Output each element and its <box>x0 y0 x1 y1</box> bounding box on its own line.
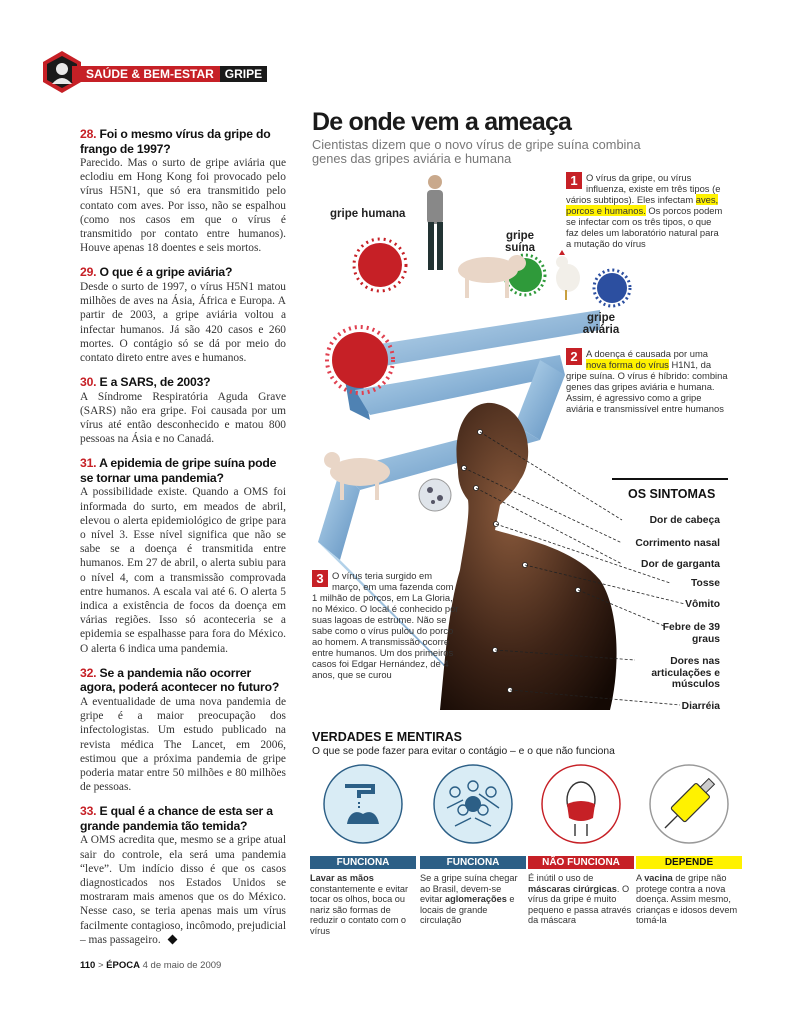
highlight-text: nova forma do vírus <box>586 359 669 370</box>
status-badge: FUNCIONA <box>310 856 416 869</box>
section-name: SAÚDE & BEM-ESTAR <box>86 67 214 81</box>
question-number: 33. <box>80 804 97 819</box>
symptom-item: Tosse <box>691 578 720 589</box>
answer-text: A possibilidade existe. Quando a OMS foi informada do surto, em meados de abril, elevou o alerta epidemiológico de gripe para o nível 3. Esse nível significa que não se sabe se a doença é transmitida entre humanos. Em 27 de abril, o alerta subiu para o nível 4, com a transmissão comprovada entre humanos. A escala vai até 6. O alerta 5 indica a existência de focos da doença em várias regiões. Isso só aconteceria se a epidemia se espalhasse para fora do México. O alerta 6 indica uma pandemia. <box>80 486 286 655</box>
question-number: 31. <box>80 456 97 471</box>
question-number: 32. <box>80 665 97 680</box>
symptom-item: Dor de cabeça <box>649 515 720 526</box>
tip-text: A vacina de gripe não protege contra a nova doença. Assim mesmo, crianças e idosos devem tomá-la <box>636 873 738 926</box>
symptom-item: Dor de garganta <box>641 559 720 570</box>
question-title: O que é a gripe aviária? <box>99 265 233 280</box>
question-number: 30. <box>80 375 97 390</box>
question-32 <box>80 666 286 794</box>
symptom-item: Dores nas articulações e músculos <box>651 656 720 690</box>
question-title: A epidemia de gripe suína pode se tornar uma pandemia? <box>80 456 277 485</box>
magazine-name: ÉPOCA <box>106 960 140 971</box>
symptoms-rule <box>612 478 728 480</box>
chicken-icon <box>556 250 580 300</box>
question-30 <box>80 375 286 446</box>
label-avian-flu: gripe aviária <box>582 312 620 336</box>
avian-virus-icon <box>597 273 627 303</box>
subsection-name: GRIPE <box>220 66 267 82</box>
tip-text: É inútil o uso de máscaras cirúrgicas. O vírus da gripe é muito pequeno e passa através da máscara <box>528 873 632 926</box>
question-title: E a SARS, de 2003? <box>99 375 211 390</box>
info-box-3: 3 O vírus teria surgido em março, em uma fazenda com 1 milhão de porcos, em La Gloria, no México. O local é conhecido por suas lagoas de estrume. Não se sabe como o vírus pulou do porco ao homem. A transmissão ocorre entre humanos. Um dos primeiros casos foi Edgar Hernández, de 4 anos, que se curou <box>312 570 459 680</box>
answer-text: A OMS acredita que, mesmo se a gripe atual sair do controle, ela será uma pandemia “leve”. Um indício disso é que os casos diagnosticados nos Estados Unidos se mostraram mais amenos que os do México. Nesse caso, se teria apenas mais um vírus facilmente contagioso, incômodo, prejudicial – mas passageiro. <box>80 834 286 946</box>
question-28 <box>80 127 286 255</box>
tip-panel-vaccine <box>636 764 742 926</box>
human-virus-icon <box>358 243 402 287</box>
question-number: 29. <box>80 265 97 280</box>
symptoms-title: OS SINTOMAS <box>628 487 716 501</box>
tip-text: Lavar as mãos constantemente e evitar tocar os olhos, boca ou nariz são formas de reduzir o contato com o vírus <box>310 873 409 936</box>
answer-text: Desde o surto de 1997, o vírus H5N1 matou milhões de aves na Ásia, África e Europa. A partir de 2003, a gripe aviária voltou a infectar humanos. Já são 420 casos e 260 mortes. O contágio só se dá por meio do contato direto entre aves e humanos. <box>80 280 286 364</box>
myths-subtitle: O que se pode fazer para evitar o contágio – e o que não funciona <box>312 746 615 757</box>
symptom-item: Corrimento nasal <box>635 538 720 549</box>
infographic-subtitle: Cientistas dizem que o novo vírus de gripe suína combina genes das gripes aviária e humana <box>312 137 641 166</box>
highlight-text: aves, porcos e humanos. <box>566 194 719 216</box>
symptom-item: Vômito <box>685 599 720 610</box>
syringe-icon <box>649 764 729 844</box>
status-badge: DEPENDE <box>636 856 742 869</box>
question-29 <box>80 265 286 365</box>
microscope-virus-icon <box>419 479 451 511</box>
question-title: Foi o mesmo vírus da gripe do frango de 1997? <box>80 127 271 156</box>
step-number: 1 <box>566 172 582 189</box>
symptom-item: Febre de 39 graus <box>662 622 720 645</box>
answer-text: A eventualidade de uma nova pandemia de gripe é a maior preocupação dos infectologistas. Um estudo publicado na revista médica The Lancet, em 2006, estimou que a próxima pandemia de gripe poderia matar entre 50 milhões e 80 milhões de pessoas. <box>80 695 286 794</box>
symptom-item: Diarréia <box>681 701 720 712</box>
new-virus-icon <box>332 332 388 388</box>
status-badge: FUNCIONA <box>420 856 526 869</box>
tip-panel-hand-washing <box>310 764 416 937</box>
question-33 <box>80 804 286 947</box>
surgical-mask-icon <box>541 764 621 844</box>
qa-column <box>80 127 286 957</box>
info-box-2: 2 A doença é causada por uma nova forma do vírus H1N1, da gripe suína. O vírus é híbrido: combina genes das gripes aviária e humana. Assim, é agressivo como a gripe aviária e transmissível entre humanos <box>566 348 728 414</box>
tip-panel-crowds <box>420 764 526 926</box>
page-footer <box>80 960 221 971</box>
crowd-icon <box>433 764 513 844</box>
human-figure-icon <box>427 175 443 270</box>
question-31 <box>80 456 286 655</box>
infographic-title: De onde vem a ameaça <box>312 108 572 136</box>
page-number: 110 <box>80 960 96 971</box>
question-title: E qual é a chance de esta ser a grande pandemia tão temida? <box>80 804 273 833</box>
step-number: 3 <box>312 570 328 587</box>
hand-washing-icon <box>323 764 403 844</box>
info-box-1: 1 O vírus da gripe, ou vírus influenza, existe em três tipos (e vários subtipos). Eles infectam aves, porcos e humanos. Os porcos podem se infectar com os três tipos, o que faz deles um laboratório natural para a mutação do vírus <box>566 172 723 249</box>
issue-date: 4 de maio de 2009 <box>142 960 222 971</box>
footer-separator: > <box>97 960 104 971</box>
step-number: 2 <box>566 348 582 365</box>
label-swine-flu: gripe suína <box>504 230 536 254</box>
tip-text: Se a gripe suína chegar ao Brasil, devem-se evitar aglomerações e locais de grande circulação <box>420 873 518 926</box>
answer-text: A Síndrome Respiratória Aguda Grave (SARS) não era gripe. Foi causada por um vírus até então desconhecido e matou 800 pessoas na Ásia e no Canadá. <box>80 390 286 446</box>
label-human-flu: gripe humana <box>330 208 406 220</box>
tip-panel-masks <box>528 764 634 926</box>
section-header <box>72 66 267 82</box>
myths-title: VERDADES E MENTIRAS <box>312 730 463 744</box>
status-badge: NÃO FUNCIONA <box>528 856 634 869</box>
end-mark-icon <box>167 934 177 944</box>
question-title: Se a pandemia não ocorrer agora, poderá acontecer no futuro? <box>80 665 280 695</box>
human-bust-icon <box>440 403 617 710</box>
answer-text: Parecido. Mas o surto de gripe aviária que eclodiu em Hong Kong foi provocado pelo vírus H5N1, que só era transmitido pelo contato com aves. Por isso, não se espalhou (como nos casos em que o vírus é transmitido por contato entre humanos). Houve apenas 18 doentes e seis mortos. <box>80 157 286 255</box>
question-number: 28. <box>80 127 97 141</box>
